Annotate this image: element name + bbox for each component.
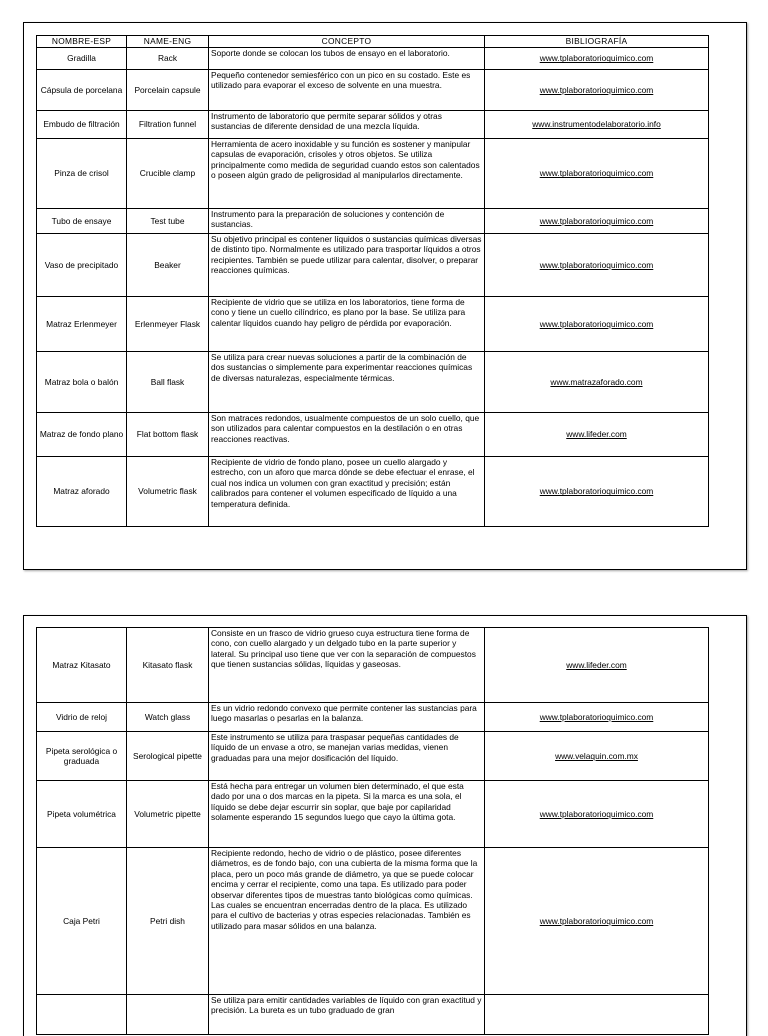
bibliography-link[interactable]: www.tplaboratorioquimico.com xyxy=(539,808,654,819)
cell-nombre-esp: Cápsula de porcelana xyxy=(37,70,127,111)
cell-concepto: Pequeño contenedor semiesférico con un pico en su costado. Este es utilizado para evaporar el exceso de solvente en una muestra. xyxy=(209,70,485,111)
instruments-table-page-2 xyxy=(36,627,709,1035)
table-header-row xyxy=(37,36,709,48)
bibliography-link[interactable]: www.tplaboratorioquimico.com xyxy=(539,53,654,64)
cell-name-eng: Volumetric flask xyxy=(127,457,209,527)
cell-name-eng: Kitasato flask xyxy=(127,628,209,703)
table-row xyxy=(37,139,709,209)
cell-concepto: Recipiente redondo, hecho de vidrio o de plástico, posee diferentes diámetros, es de fondo bajo, con una cubierta de la misma forma que la placa, pero un poco más grande de diámetro, ya que se puede colocar encima y cerrar el recipiente, como una tapa. Es utilizado para poder observar diferentes tipos de muestras tanto biológicas como químicas. Las cuales se encuentran encerradas dentro de la placa. Es utilizado para el cultivo de bacterias y otras especies relacionadas. También es utilizado para masar sólidos en una balanza. xyxy=(209,848,485,995)
cell-bibliografia xyxy=(485,209,709,234)
cell-concepto: Se utiliza para crear nuevas soluciones a partir de la combinación de dos sustancias o simplemente para experimentar reacciones químicas de diversas naturalezas, especialmente térmicas. xyxy=(209,352,485,413)
bibliography-link[interactable]: www.tplaboratorioquimico.com xyxy=(539,168,654,179)
bibliography-link[interactable]: www.instrumentodelaboratorio.info xyxy=(532,119,661,130)
cell-name-eng: Watch glass xyxy=(127,703,209,732)
document-page-1 xyxy=(23,22,747,570)
table-row xyxy=(37,209,709,234)
cell-bibliografia xyxy=(485,234,709,297)
bibliography-link[interactable]: www.tplaboratorioquimico.com xyxy=(539,259,654,270)
header-name-eng: NAME-ENG xyxy=(127,36,209,48)
cell-nombre-esp xyxy=(37,995,127,1035)
cell-concepto: Instrumento de laboratorio que permite separar sólidos y otras sustancias de diferente densidad de una mezcla líquida. xyxy=(209,111,485,139)
bibliography-link[interactable]: www.tplaboratorioquimico.com xyxy=(539,711,654,722)
cell-nombre-esp: Matraz de fondo plano xyxy=(37,413,127,457)
cell-nombre-esp: Pipeta volumétrica xyxy=(37,781,127,848)
cell-bibliografia xyxy=(485,995,709,1035)
cell-nombre-esp: Embudo de filtración xyxy=(37,111,127,139)
cell-concepto: Se utiliza para emitir cantidades variables de líquido con gran exactitud y precisión. La bureta es un tubo graduado de gran xyxy=(209,995,485,1035)
table-row xyxy=(37,848,709,995)
header-bibliografia: BIBLIOGRAFÍA xyxy=(485,36,709,48)
cell-name-eng xyxy=(127,995,209,1035)
cell-nombre-esp: Gradilla xyxy=(37,48,127,70)
header-nombre-esp: NOMBRE-ESP xyxy=(37,36,127,48)
cell-concepto: Instrumento para la preparación de soluciones y contención de sustancias. xyxy=(209,209,485,234)
cell-bibliografia xyxy=(485,48,709,70)
cell-name-eng: Filtration funnel xyxy=(127,111,209,139)
table-row xyxy=(37,297,709,352)
cell-bibliografia xyxy=(485,848,709,995)
table-row xyxy=(37,352,709,413)
instruments-table-page-1 xyxy=(36,35,709,527)
cell-name-eng: Petri dish xyxy=(127,848,209,995)
table-row xyxy=(37,781,709,848)
cell-bibliografia xyxy=(485,732,709,781)
header-concepto: CONCEPTO xyxy=(209,36,485,48)
cell-bibliografia xyxy=(485,628,709,703)
table-row xyxy=(37,234,709,297)
cell-bibliografia xyxy=(485,70,709,111)
cell-concepto: Recipiente de vidrio de fondo plano, posee un cuello alargado y estrecho, con un aforo que marca dónde se debe efectuar el enrase, el cual nos indica un volumen con gran exactitud y precisión; están calibrados para contener el volumen especificado de líquido a una temperatura definida. xyxy=(209,457,485,527)
cell-nombre-esp: Caja Petri xyxy=(37,848,127,995)
bibliography-link[interactable]: www.tplaboratorioquimico.com xyxy=(539,84,654,95)
cell-bibliografia xyxy=(485,139,709,209)
cell-nombre-esp: Vaso de precipitado xyxy=(37,234,127,297)
table-row xyxy=(37,413,709,457)
document-page-2 xyxy=(23,615,747,1036)
bibliography-link[interactable]: www.tplaboratorioquimico.com xyxy=(539,318,654,329)
table-row xyxy=(37,995,709,1035)
table-row xyxy=(37,111,709,139)
bibliography-link[interactable]: www.lifeder.com xyxy=(566,659,627,670)
cell-name-eng: Ball flask xyxy=(127,352,209,413)
cell-bibliografia xyxy=(485,781,709,848)
cell-concepto: Consiste en un frasco de vidrio grueso cuya estructura tiene forma de cono, con cuello alargado y un delgado tubo en la parte superior y lateral. Su principal uso tiene que ver con la separación de compuestos que tienen sustancias sólidas, líquidas y gaseosas. xyxy=(209,628,485,703)
cell-nombre-esp: Matraz bola o balón xyxy=(37,352,127,413)
table-row xyxy=(37,457,709,527)
cell-nombre-esp: Matraz aforado xyxy=(37,457,127,527)
bibliography-link[interactable]: www.lifeder.com xyxy=(566,429,627,440)
bibliography-link[interactable]: www.matrazaforado.com xyxy=(550,376,643,387)
cell-concepto: Herramienta de acero inoxidable y su función es sostener y manipular capsulas de evaporación, crisoles y otros objetos. Se utiliza principalmente como medida de seguridad cuando estos son calentados o poseen algún grado de peligrosidad al manipularlos directamente. xyxy=(209,139,485,209)
cell-bibliografia xyxy=(485,297,709,352)
cell-name-eng: Crucible clamp xyxy=(127,139,209,209)
cell-name-eng: Porcelain capsule xyxy=(127,70,209,111)
cell-nombre-esp: Matraz Kitasato xyxy=(37,628,127,703)
table-row xyxy=(37,628,709,703)
cell-name-eng: Erlenmeyer Flask xyxy=(127,297,209,352)
cell-concepto: Está hecha para entregar un volumen bien determinado, el que esta dado por una o dos marcas en la pipeta. Si la marca es una sola, el líquido se debe dejar escurrir sin soplar, que baje por capilaridad solamente esperando 15 segundos luego que cayo la última gota. xyxy=(209,781,485,848)
table-row xyxy=(37,732,709,781)
cell-concepto: Son matraces redondos, usualmente compuestos de un solo cuello, que son utilizados para calentar compuestos en la destilación o en otras reacciones reactivas. xyxy=(209,413,485,457)
cell-bibliografia xyxy=(485,352,709,413)
bibliography-link[interactable]: www.tplaboratorioquimico.com xyxy=(539,486,654,497)
table-row xyxy=(37,70,709,111)
cell-name-eng: Test tube xyxy=(127,209,209,234)
table-row xyxy=(37,48,709,70)
cell-name-eng: Serological pipette xyxy=(127,732,209,781)
bibliography-link[interactable]: www.velaquin.com.mx xyxy=(555,750,638,761)
cell-concepto: Recipiente de vidrio que se utiliza en los laboratorios, tiene forma de cono y tiene un cuello cilíndrico, es plano por la base. Se utiliza para calentar líquidos cuando hay peligro de pérdida por evaporación. xyxy=(209,297,485,352)
cell-bibliografia xyxy=(485,413,709,457)
cell-concepto: Este instrumento se utiliza para traspasar pequeñas cantidades de líquido de un envase a otro, se manejan varias medidas, vienen graduadas para una mejor dosificación del líquido. xyxy=(209,732,485,781)
cell-bibliografia xyxy=(485,457,709,527)
cell-bibliografia xyxy=(485,703,709,732)
cell-nombre-esp: Vidrio de reloj xyxy=(37,703,127,732)
cell-nombre-esp: Tubo de ensaye xyxy=(37,209,127,234)
table-row xyxy=(37,703,709,732)
cell-bibliografia xyxy=(485,111,709,139)
cell-name-eng: Rack xyxy=(127,48,209,70)
cell-nombre-esp: Pinza de crisol xyxy=(37,139,127,209)
cell-nombre-esp: Pipeta serológica o graduada xyxy=(37,732,127,781)
cell-concepto: Soporte donde se colocan los tubos de ensayo en el laboratorio. xyxy=(209,48,485,70)
cell-nombre-esp: Matraz Erlenmeyer xyxy=(37,297,127,352)
bibliography-link[interactable]: www.tplaboratorioquimico.com xyxy=(539,915,654,926)
cell-name-eng: Flat bottom flask xyxy=(127,413,209,457)
cell-name-eng: Volumetric pipette xyxy=(127,781,209,848)
cell-concepto: Es un vidrio redondo convexo que permite contener las sustancias para luego masarlas o pesarlas en la balanza. xyxy=(209,703,485,732)
cell-concepto: Su objetivo principal es contener líquidos o sustancias químicas diversas de distinto tipo. Normalmente es utilizado para trasportar líquidos a otros recipientes. También se puede utilizar para calentar, disolver, o preparar reacciones químicas. xyxy=(209,234,485,297)
cell-name-eng: Beaker xyxy=(127,234,209,297)
bibliography-link[interactable]: www.tplaboratorioquimico.com xyxy=(539,215,654,226)
